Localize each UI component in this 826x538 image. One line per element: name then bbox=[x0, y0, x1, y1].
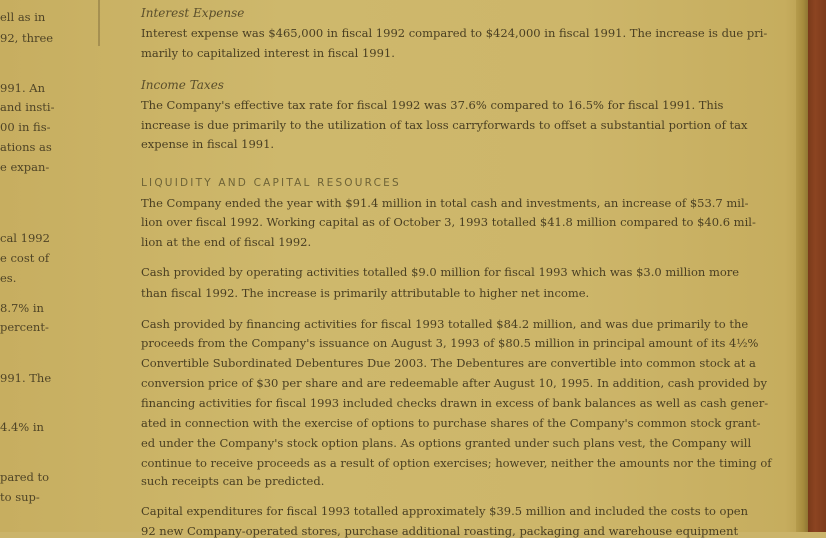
paragraph-line: ated in connection with the exercise of options to purchase shares of the Company's common stock grant- bbox=[141, 416, 761, 430]
paragraph-line: The Company ended the year with $91.4 million in total cash and investments, an increase of $53.7 mil- bbox=[141, 196, 749, 210]
column-divider bbox=[98, 0, 100, 46]
paragraph-line: 92 new Company-operated stores, purchase additional roasting, packaging and warehouse equipment bbox=[141, 524, 739, 538]
left-line: 4.4% in bbox=[0, 420, 44, 434]
left-line: and insti- bbox=[0, 100, 55, 114]
left-line: cal 1992 bbox=[0, 231, 50, 245]
left-line: es. bbox=[0, 271, 17, 285]
left-line: to sup- bbox=[0, 490, 40, 504]
left-line: e expan- bbox=[0, 160, 50, 174]
paragraph-line: than fiscal 1992. The increase is primarily attributable to higher net income. bbox=[141, 286, 590, 300]
left-line: 991. An bbox=[0, 81, 45, 95]
left-line: e cost of bbox=[0, 251, 50, 265]
paragraph-line: lion over fiscal 1992. Working capital as of October 3, 1993 totalled $41.8 million compared to $40.6 mil- bbox=[141, 215, 756, 229]
paragraph-line: Interest expense was $465,000 in fiscal 1992 compared to $424,000 in fiscal 1991. The increase is due pri- bbox=[141, 26, 768, 40]
heading-income-taxes: Income Taxes bbox=[141, 78, 224, 92]
heading-liquidity: LIQUIDITY AND CAPITAL RESOURCES bbox=[141, 177, 401, 189]
paragraph-line: financing activities for fiscal 1993 included checks drawn in excess of bank balances as well as cash gener- bbox=[141, 396, 769, 410]
paragraph-line: ed under the Company's stock option plans. As options granted under such plans vest, the Company will bbox=[141, 436, 752, 450]
left-column-text bbox=[0, 0, 60, 532]
paragraph-line: increase is due primarily to the utilization of tax loss carryforwards to offset a substantial portion of tax bbox=[141, 118, 748, 132]
left-line: ations as bbox=[0, 140, 52, 154]
left-line: 991. The bbox=[0, 371, 52, 385]
paragraph-line: Cash provided by financing activities for fiscal 1993 totalled $84.2 million, and was due primarily to the bbox=[141, 317, 749, 331]
left-line: ell as in bbox=[0, 10, 46, 24]
paragraph-line: conversion price of $30 per share and are redeemable after August 10, 1995. In addition, cash provided by bbox=[141, 376, 768, 390]
paragraph-line: continue to receive proceeds as a result of option exercises; however, neither the amounts nor the timing of bbox=[141, 456, 772, 470]
left-line: 8.7% in bbox=[0, 301, 44, 315]
paragraph-line: such receipts can be predicted. bbox=[141, 474, 325, 488]
book-cover-edge bbox=[808, 0, 826, 532]
page-gutter-shadow bbox=[796, 0, 808, 532]
left-line: 92, three bbox=[0, 31, 54, 45]
left-line: percent- bbox=[0, 320, 49, 334]
heading-interest-expense: Interest Expense bbox=[141, 6, 245, 20]
left-line: 00 in fis- bbox=[0, 120, 51, 134]
left-line: pared to bbox=[0, 470, 50, 484]
paragraph-line: lion at the end of fiscal 1992. bbox=[141, 235, 312, 249]
paragraph-line: The Company's effective tax rate for fiscal 1992 was 37.6% compared to 16.5% for fiscal 1991. This bbox=[141, 98, 724, 112]
paragraph-line: proceeds from the Company's issuance on August 3, 1993 of $80.5 million in principal amount of its 4½% bbox=[141, 336, 759, 350]
paragraph-line: Capital expenditures for fiscal 1993 totalled approximately $39.5 million and included the costs to open bbox=[141, 504, 749, 518]
paragraph-line: Convertible Subordinated Debentures Due 2003. The Debentures are convertible into common stock at a bbox=[141, 356, 756, 370]
paragraph-line: Cash provided by operating activities totalled $9.0 million for fiscal 1993 which was $3.0 million more bbox=[141, 265, 740, 279]
paragraph-line: marily to capitalized interest in fiscal 1991. bbox=[141, 46, 395, 60]
paragraph-line: expense in fiscal 1991. bbox=[141, 137, 275, 151]
